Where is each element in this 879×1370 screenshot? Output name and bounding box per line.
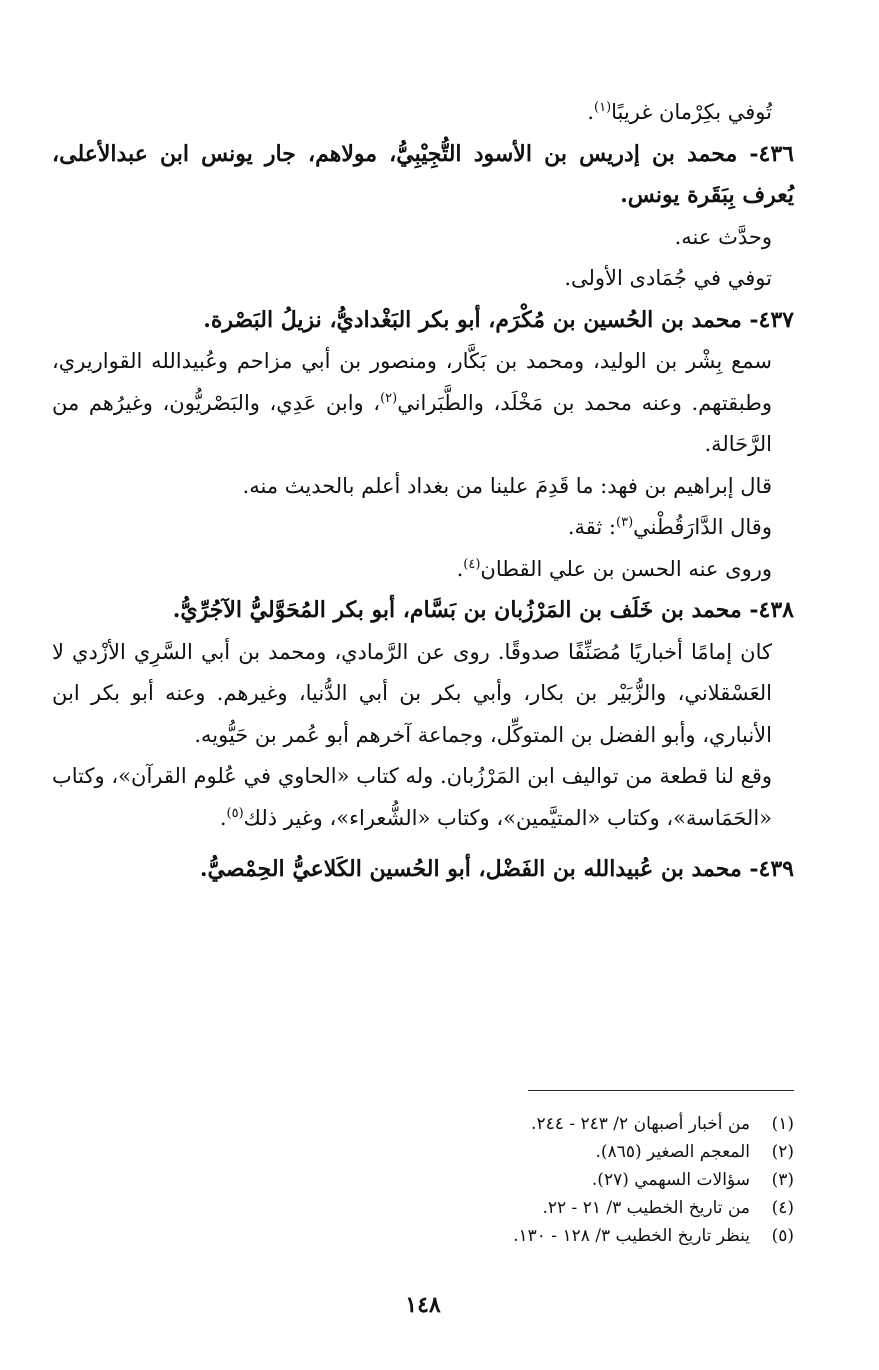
entry-title: محمد بن عُبيدالله بن الفَضْل، أبو الحُسين الكَلاعيُّ الحِمْصيُّ.	[199, 856, 742, 882]
footnote-text: ينظر تاريخ الخطيب ٣/ ١٢٨ - ١٣٠.	[513, 1226, 750, 1246]
text-span: وقال الدَّارَقُطْني	[633, 515, 772, 539]
entry-title: محمد بن إدريس بن الأسود التُّجِيْبِيُّ، مولاهم، جار يونس ابن عبدالأعلى، يُعرف بِبَقَرة يونس.	[52, 140, 794, 208]
footnote-item	[52, 1194, 794, 1222]
text-span: وروى عنه الحسن بن علي القطان	[480, 556, 772, 581]
footnote-marker: (٢)	[771, 1142, 794, 1162]
paragraph: توفي في جُمَادى الأولى.	[564, 266, 772, 290]
paragraph	[52, 92, 794, 134]
entry-number: ٤٣٨-	[749, 597, 794, 623]
footnote-ref[interactable]: (٣)	[616, 515, 634, 530]
entry-number: ٤٣٧-	[749, 306, 794, 333]
text-span: .	[587, 100, 595, 124]
main-text	[52, 92, 794, 891]
footnote-ref[interactable]: (٥)	[226, 805, 244, 821]
footnote-item	[52, 1222, 794, 1250]
text-span: وقع لنا قطعة من تواليف ابن المَرْزُبان. وله كتاب «الحاوي في عُلوم القرآن»، وكتاب «الحَمَاسة»، وكتاب «المتيَّمين»، وكتاب «الشُّعراء»، وغير ذلك	[52, 764, 772, 830]
paragraph: كان إمامًا أخباريًا مُصَنِّفًا صدوقًا. روى عن الرَّمادي، ومحمد بن أبي السَّرِي الأزْدي لا العَسْقلاني، والزُّبَيْر بن بكار، وأبي بكر بن أبي الدُّنيا، وغيرهم. وعنه أبو بكر ابن الأنباري، وأبو الفضل بن المتوكِّل، وجماعة آخرهم أبو عُمر بن حَيُّويه.	[52, 639, 772, 747]
paragraph	[52, 341, 794, 466]
paragraph: وحدَّث عنه.	[674, 224, 772, 249]
paragraph: قال إبراهيم بن فهد: ما قَدِمَ علينا من بغداد أعلم بالحديث منه.	[242, 473, 772, 498]
text-span: تُوفي بكِرْمان غريبًا	[611, 100, 772, 124]
entry-title: محمد بن خَلَف بن المَرْزُبان بن بَسَّام، أبو بكر المُحَوَّليُّ الآجُرِّيُّ.	[172, 597, 742, 623]
text-span: : ثقة.	[567, 515, 616, 539]
footnote-marker: (١)	[771, 1114, 794, 1134]
footnote-divider	[528, 1090, 794, 1091]
footnote-text: من أخبار أصبهان ٢/ ٢٤٣ - ٢٤٤.	[531, 1114, 750, 1134]
footnote-item	[52, 1138, 794, 1166]
entry-number: ٤٣٩-	[749, 856, 794, 882]
footnote-text: من تاريخ الخطيب ٣/ ٢١ - ٢٢.	[542, 1198, 750, 1218]
footnote-ref[interactable]: (١)	[594, 100, 612, 115]
spacer	[52, 839, 794, 849]
text-span: .	[219, 805, 227, 830]
paragraph	[52, 756, 794, 839]
footnote-marker: (٤)	[771, 1198, 794, 1218]
footnote-ref[interactable]: (٢)	[380, 390, 398, 406]
footnote-text: المعجم الصغير (٨٦٥).	[595, 1142, 750, 1162]
entry-heading-438	[52, 590, 794, 632]
footnote-marker: (٣)	[771, 1170, 794, 1190]
text-span: .	[456, 556, 464, 581]
entry-title: محمد بن الحُسين بن مُكْرَم، أبو بكر البَغْداديُّ، نزيلُ البَصْرة.	[203, 306, 742, 333]
entry-heading-439	[52, 849, 794, 891]
footnotes-list	[52, 1110, 794, 1250]
footnote-text: سؤالات السهمي (٢٧).	[591, 1170, 750, 1190]
paragraph	[52, 549, 794, 591]
entry-heading-436	[52, 134, 794, 217]
entry-number: ٤٣٦-	[749, 140, 794, 167]
text-span: سمع بِشْر بن الوليد، ومحمد بن بَكَّار، ومنصور بن أبي مزاحم وعُبيدالله القواريري، وطبقتهم. وعنه محمد بن مَخْلَد، والطَّبَراني	[52, 349, 772, 415]
paragraph	[52, 507, 794, 549]
footnote-ref[interactable]: (٤)	[463, 556, 481, 572]
page-number: ١٤٨	[405, 1292, 441, 1318]
footnote-item	[52, 1110, 794, 1138]
book-page	[52, 92, 794, 1352]
text-span: ، وابن عَدِي، والبَصْريُّون، وغيرُهم من الرَّحَالة.	[52, 390, 772, 456]
footnote-marker: (٥)	[771, 1226, 794, 1246]
footnote-item	[52, 1166, 794, 1194]
entry-heading-437	[52, 300, 794, 342]
